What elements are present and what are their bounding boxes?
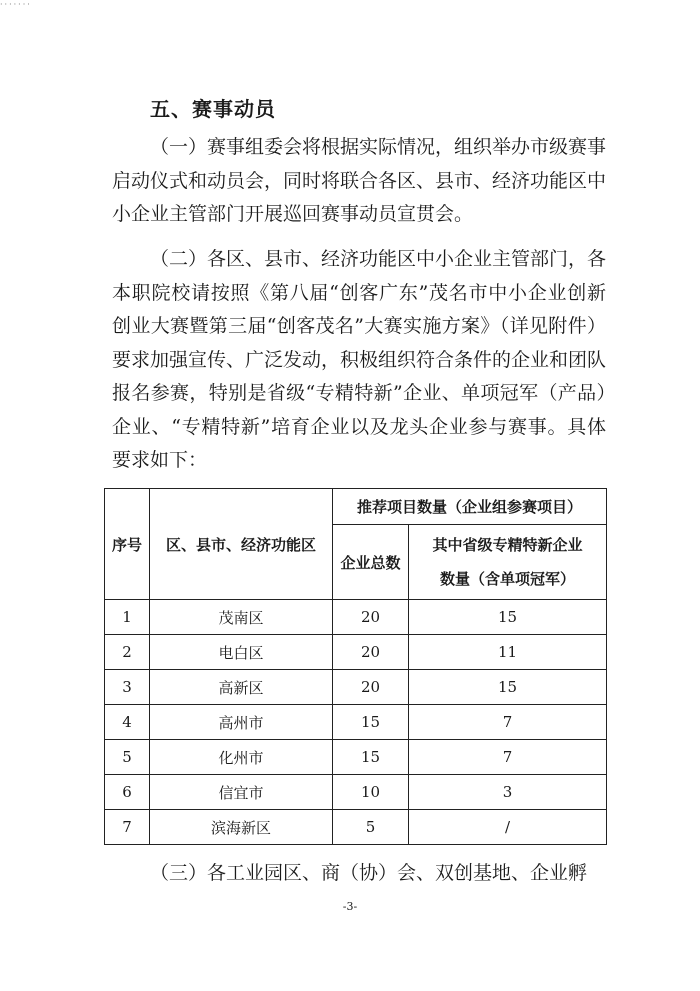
cell-total: 20 (333, 670, 409, 705)
cell-specialized: 15 (409, 670, 607, 705)
cell-specialized: / (409, 810, 607, 845)
cell-total: 15 (333, 705, 409, 740)
cell-district: 信宜市 (150, 775, 333, 810)
scan-mark: ······· (0, 0, 32, 9)
cell-total: 5 (333, 810, 409, 845)
table-row (105, 705, 607, 740)
cell-specialized: 7 (409, 705, 607, 740)
header-specialized (409, 525, 607, 600)
table-row (105, 810, 607, 845)
cell-total: 20 (333, 600, 409, 635)
cell-specialized: 11 (409, 635, 607, 670)
cell-index: 3 (105, 670, 150, 705)
table-row (105, 600, 607, 635)
section-heading: 五、赛事动员 (150, 97, 276, 121)
header-specialized-line2: 数量（含单项冠军） (440, 570, 576, 588)
cell-district: 化州市 (150, 740, 333, 775)
header-total: 企业总数 (333, 525, 409, 600)
cell-specialized: 3 (409, 775, 607, 810)
cell-total: 15 (333, 740, 409, 775)
cell-index: 2 (105, 635, 150, 670)
cell-index: 1 (105, 600, 150, 635)
cell-total: 20 (333, 635, 409, 670)
cell-district: 电白区 (150, 635, 333, 670)
cell-specialized: 15 (409, 600, 607, 635)
paragraph-1: （一）赛事组委会将根据实际情况，组织举办市级赛事启动仪式和动员会，同时将联合各区、县市、经济功能区中小企业主管部门开展巡回赛事动员宣贯会。 (112, 136, 607, 225)
table-row (105, 775, 607, 810)
cell-district: 高州市 (150, 705, 333, 740)
header-district: 区、县市、经济功能区 (150, 489, 333, 600)
table-row (105, 670, 607, 705)
quota-table (104, 488, 607, 845)
table-row (105, 740, 607, 775)
cell-district: 茂南区 (150, 600, 333, 635)
paragraph-3: （三）各工业园区、商（协）会、双创基地、企业孵 (150, 862, 588, 884)
cell-specialized: 7 (409, 740, 607, 775)
cell-index: 4 (105, 705, 150, 740)
header-recommended: 推荐项目数量（企业组参赛项目） (333, 489, 607, 525)
cell-index: 6 (105, 775, 150, 810)
cell-district: 高新区 (150, 670, 333, 705)
cell-district: 滨海新区 (150, 810, 333, 845)
header-specialized-line1: 其中省级专精特新企业 (432, 536, 583, 554)
table-row (105, 635, 607, 670)
cell-index: 7 (105, 810, 150, 845)
cell-total: 10 (333, 775, 409, 810)
cell-index: 5 (105, 740, 150, 775)
header-index: 序号 (105, 489, 150, 600)
paragraph-2: （二）各区、县市、经济功能区中小企业主管部门，各本职院校请按照《第八届“创客广东”茂名市中小企业创新创业大赛暨第三届“创客茂名”大赛实施方案》（详见附件）要求加强宣传、广泛发动，积极组织符合条件的企业和团队报名参赛，特别是省级“专精特新”企业、单项冠军（产品）企业、“专精特新”培育企业以及龙头企业参与赛事。具体要求如下： (112, 248, 607, 471)
page-number: -3- (342, 900, 358, 913)
